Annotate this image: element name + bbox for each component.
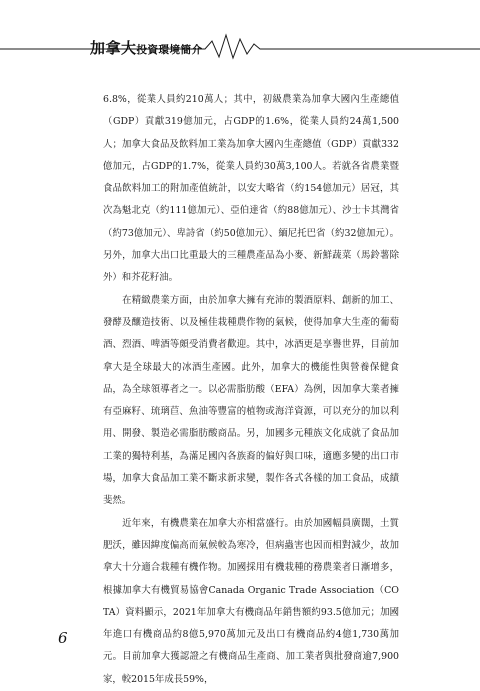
paragraph [103, 89, 399, 290]
paragraph [103, 513, 399, 691]
header-title-sub: 投資環境簡介 [136, 44, 203, 56]
paragraph [103, 290, 399, 513]
paragraph-text: 在精緻農業方面，由於加拿大擁有充沛的製酒原料、創新的加工、發酵及釀造技術、以及極佳栽種農作物的氣候，使得加拿大生產的葡萄酒、烈酒、啤酒等頗受消費者歡迎。其中，冰酒更是享譽世界，目前加拿大是全球最大的冰酒生產國。此外，加拿大的機能性與營養保健食品，為全球領導者之一。以必需脂肪酸（EFA）為例，因加拿大業者擁有亞麻籽、琉璃苣、魚油等豐富的植物或海洋資源，可以充分的加以利用、開發、製造必需脂肪酸商品。另，加國多元種族文化成就了食品加工業的獨特利基，為滿足國內各族裔的偏好與口味，適應多變的出口市場，加拿大食品加工業不斷求新求變，製作各式各樣的加工食品，成績斐然。 [103, 294, 399, 507]
heartbeat-wave-icon [0, 30, 480, 62]
paragraph-text: 6.8%，從業人員約210萬人；其中，初級農業為加拿大國內生產總值（GDP）貢獻319億加元，占GDP的1.6%，從業人員約24萬1,500人；加拿大食品及飲料加工業為加拿大國內生產總值（GDP）貢獻332億加元，占GDP的1.7%，從業人員約30萬3,100人。若就各省農業暨食品飲料加工的附加產值統計，以安大略省（約154億加元）居冠，其次為魁北克（約111億加元）、亞伯達省（約88億加元）、沙士卡其灣省（約73億加元）、卑詩省（約50億加元）、緬尼托巴省（約32億加元）。另外，加拿大出口比重最大的三種農產品為小麥、新鮮蔬菜（馬鈴薯除外）和芥花籽油。 [103, 94, 399, 284]
paragraph-text: 近年來，有機農業在加拿大亦相當盛行。由於加國幅員廣闊，土質肥沃，雖因緯度偏高而氣候較為寒冷，但病蟲害也因而相對減少，故加拿大十分適合栽種有機作物。加國採用有機栽種的務農業者日漸增多，根據加拿大有機貿易協會Canada Organic Trade Association（COTA）資料顯示，2021年加拿大有機商品年銷售額約93.5億加元；加國年進口有機商品約8億5,970萬加元及出口有機商品約4億1,730萬加元。目前加拿大獲認證之有機商品生產商、加工業者與批發商逾7,900家，較2015年成長59%， [103, 517, 399, 685]
page-number: 6 [58, 629, 68, 647]
running-header [0, 30, 480, 62]
body-text [103, 89, 399, 691]
header-title [90, 37, 203, 58]
header-title-main: 加拿大 [90, 39, 137, 57]
